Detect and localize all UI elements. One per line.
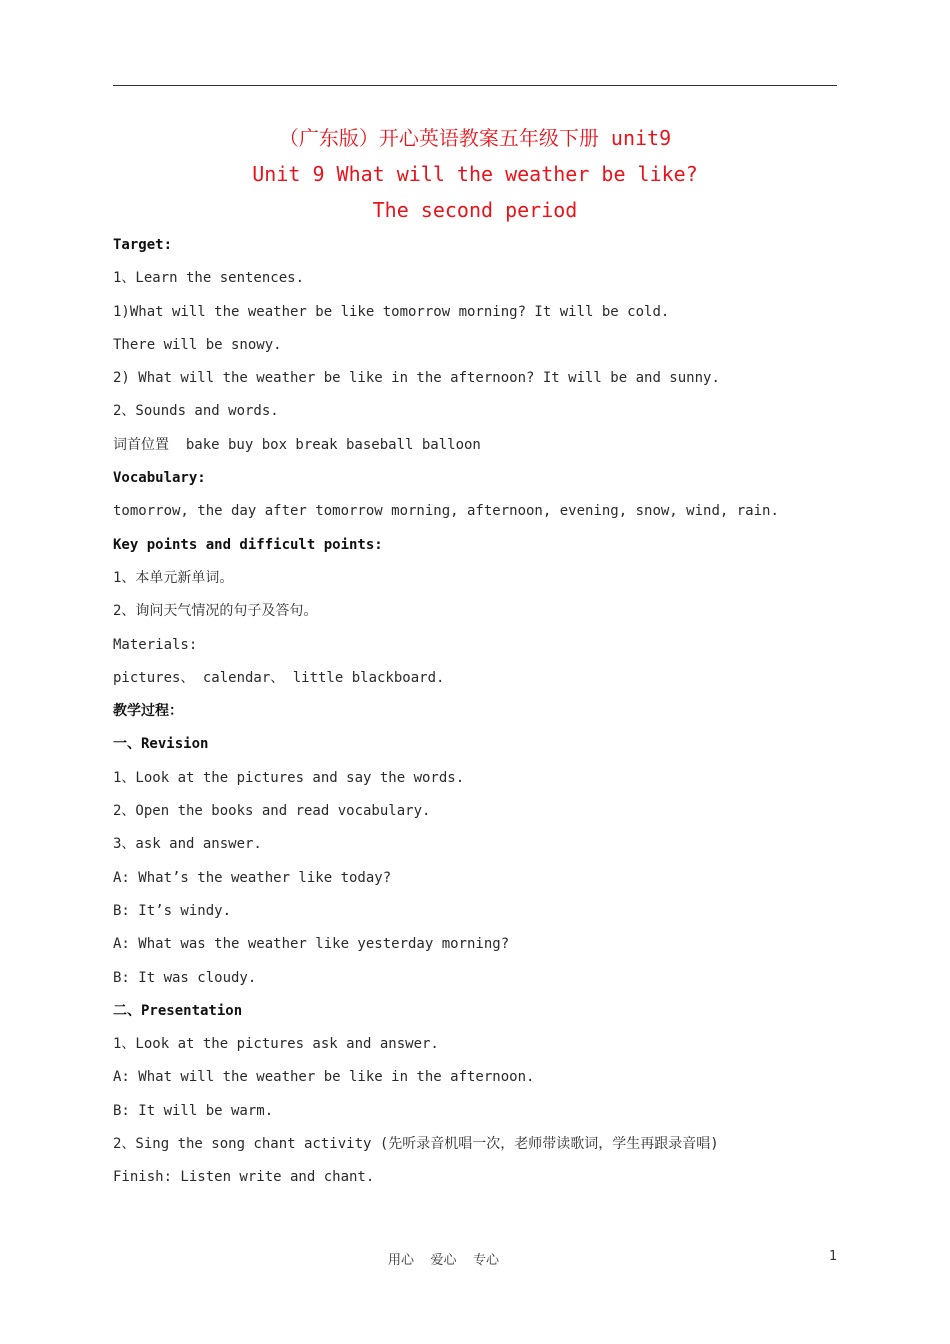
- text-line: 2、询问天气情况的句子及答句。: [113, 603, 318, 620]
- header-rule: [113, 85, 837, 86]
- page-number: 1: [829, 1249, 838, 1264]
- text-line: A: What will the weather be like in the afternoon.: [113, 1069, 535, 1086]
- title-chinese: （广东版）开心英语教案五年级下册 unit9: [278, 126, 672, 150]
- text-line: 词首位置 bake buy box break baseball balloon: [113, 436, 481, 453]
- text-line: 2、Sing the song chant activity (先听录音机唱一次，老师带读歌词，学生再跟录音唱): [113, 1136, 719, 1153]
- text-line: Finish: Listen write and chant.: [113, 1169, 375, 1186]
- text-line: tomorrow, the day after tomorrow morning, afternoon, evening, snow, wind, rain.: [113, 503, 779, 520]
- section-heading: 教学过程：: [113, 703, 183, 720]
- text-line: 1、本单元新单词。: [113, 569, 234, 586]
- text-line: 1、Learn the sentences.: [113, 270, 305, 287]
- text-line: A: What was the weather like yesterday morning?: [113, 936, 510, 953]
- text-line: 2、Sounds and words.: [113, 403, 279, 420]
- section-heading: 二、Presentation: [113, 1002, 243, 1019]
- section-heading: Vocabulary:: [113, 470, 206, 487]
- text-line: 1)What will the weather be like tomorrow morning? It will be cold.: [113, 303, 670, 320]
- text-line: pictures、 calendar、 little blackboard.: [113, 669, 445, 686]
- text-line: B: It’s windy.: [113, 902, 232, 919]
- title-period: The second period: [372, 198, 578, 222]
- section-heading: 一、Revision: [113, 736, 209, 753]
- text-line: 1、Look at the pictures and say the words.: [113, 769, 465, 786]
- text-line: 1、Look at the pictures ask and answer.: [113, 1036, 439, 1053]
- text-line: B: It will be warm.: [113, 1102, 274, 1119]
- lesson-body: [113, 233, 837, 1199]
- text-line: There will be snowy.: [113, 336, 282, 353]
- section-heading: Key points and difficult points:: [113, 536, 383, 553]
- text-line: 2) What will the weather be like in the afternoon? It will be and sunny.: [113, 370, 720, 387]
- text-line: 3、ask and answer.: [113, 836, 262, 853]
- title-unit: Unit 9 What will the weather be like?: [252, 162, 698, 186]
- text-line: Materials:: [113, 636, 198, 653]
- footer-motto: 用心 爱心 专心: [388, 1253, 500, 1268]
- section-heading: Target:: [113, 237, 173, 253]
- text-line: B: It was cloudy.: [113, 969, 257, 986]
- text-line: A: What’s the weather like today?: [113, 869, 392, 886]
- text-line: 2、Open the books and read vocabulary.: [113, 803, 431, 820]
- document-title: [113, 120, 837, 228]
